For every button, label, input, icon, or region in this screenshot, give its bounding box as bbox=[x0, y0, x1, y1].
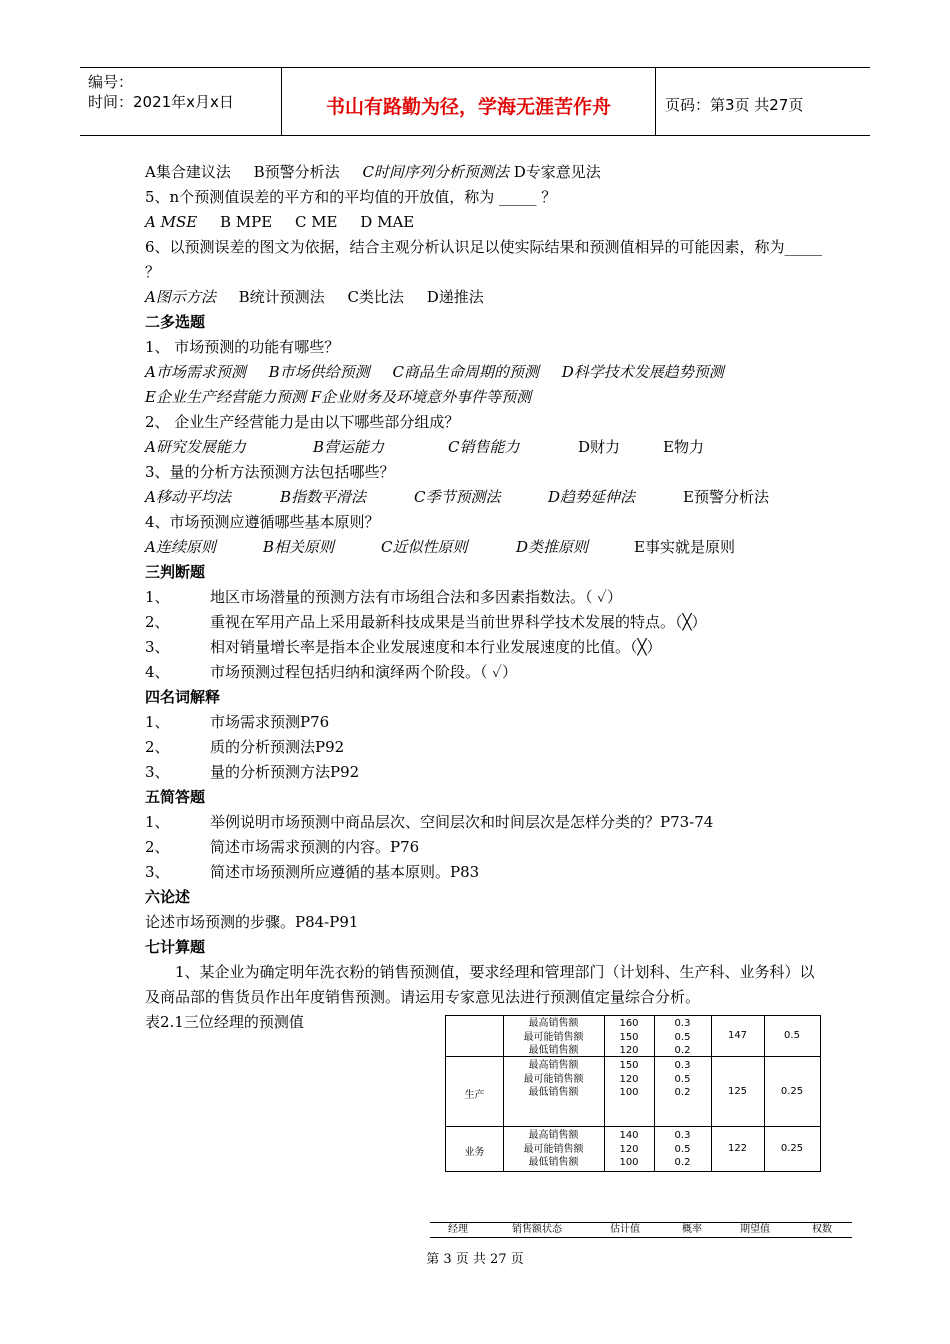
table-header-strip bbox=[430, 1222, 852, 1238]
option: B预警分析法 bbox=[253, 163, 340, 181]
time-label: 时间：2021年x月x日 bbox=[88, 93, 234, 111]
option: C ME bbox=[294, 213, 338, 231]
list-item: 2、 重视在军用产品上采用最新科技成果是当前世界科学技术发展的特点。（╳） bbox=[145, 613, 707, 631]
list-item: 3、 简述市场预测所应遵循的基本原则。P83 bbox=[145, 863, 480, 881]
table-cell: 150 120 100 bbox=[619, 1060, 639, 1098]
question-text: 5、n个预测值误差的平方和的平均值的开放值，称为 _____ ？ bbox=[145, 188, 557, 206]
question-options bbox=[145, 485, 825, 510]
header-divider bbox=[655, 67, 656, 135]
table-cell: 业务 bbox=[464, 1147, 485, 1158]
table-cell: 140 120 100 bbox=[619, 1130, 639, 1168]
table-cell: 0.3 0.5 0.2 bbox=[674, 1018, 691, 1056]
option: D趋势延伸法 bbox=[548, 488, 636, 506]
question-text: 3、量的分析方法预测方法包括哪些？ bbox=[145, 463, 395, 481]
list-item: 2、 简述市场需求预测的内容。P76 bbox=[145, 838, 420, 856]
header-top-rule bbox=[80, 67, 870, 68]
option: B相关原则 bbox=[263, 538, 335, 556]
column-header: 估计值 bbox=[610, 1224, 640, 1235]
column-header: 权数 bbox=[812, 1224, 832, 1235]
option: B市场供给预测 bbox=[268, 363, 370, 381]
question-text: 2、 企业生产经营能力是由以下哪些部分组成？ bbox=[145, 413, 460, 431]
option: B MPE bbox=[219, 213, 273, 231]
list-item: 1、 市场需求预测P76 bbox=[145, 713, 330, 731]
table-cell: 147 bbox=[727, 1030, 748, 1041]
option: A图示方法 bbox=[145, 288, 216, 306]
column-header: 销售额状态 bbox=[512, 1224, 562, 1235]
section-heading: 二多选题 bbox=[145, 313, 206, 331]
list-item: 1、 地区市场潜量的预测方法有市场组合法和多因素指数法。（ ✓） bbox=[145, 588, 622, 606]
list-item: 2、 质的分析预测法P92 bbox=[145, 738, 345, 756]
question-options bbox=[145, 385, 825, 410]
list-item: 3、 量的分析预测方法P92 bbox=[145, 763, 360, 781]
section-heading: 五简答题 bbox=[145, 788, 206, 806]
option: A市场需求预测 bbox=[145, 363, 246, 381]
header-page-label: 页码：第3页 共27页 bbox=[665, 96, 804, 114]
section-heading: 三判断题 bbox=[145, 563, 206, 581]
option: A连续原则 bbox=[145, 538, 216, 556]
list-item: 3、 相对销量增长率是指本企业发展速度和本行业发展速度的比值。（╳） bbox=[145, 638, 662, 656]
option: E企业生产经营能力预测 bbox=[145, 388, 306, 406]
table-caption: 表2.1三位经理的预测值 bbox=[145, 1013, 304, 1031]
paragraph: 1、某企业为确定明年洗衣粉的销售预测值，要求经理和管理部门（计划科、生产科、业务科）以及商品部的售货员作出年度销售预测。请运用专家意见法进行预测值定量综合分析。 bbox=[145, 963, 815, 1006]
option: A MSE bbox=[145, 213, 198, 231]
question-options bbox=[145, 210, 825, 235]
option: A研究发展能力 bbox=[145, 438, 246, 456]
option: B指数平滑法 bbox=[280, 488, 367, 506]
option: C类比法 bbox=[347, 288, 404, 306]
forecast-table bbox=[445, 1015, 821, 1172]
question-text: 4、市场预测应遵循哪些基本原则？ bbox=[145, 513, 380, 531]
table-cell: 最高销售额 最可能销售额 最低销售额 bbox=[523, 1130, 584, 1168]
table-cell: 122 bbox=[727, 1143, 748, 1154]
column-header: 经理 bbox=[448, 1224, 468, 1235]
question-options bbox=[145, 160, 825, 185]
option: D财力 bbox=[578, 438, 621, 456]
table-cell: 最高销售额 最可能销售额 最低销售额 bbox=[523, 1018, 584, 1056]
question-options bbox=[145, 360, 825, 385]
option: D科学技术发展趋势预测 bbox=[561, 363, 724, 381]
option: C时间序列分析预测法 bbox=[362, 163, 509, 181]
option: D专家意见法 bbox=[513, 163, 601, 181]
section-heading: 七计算题 bbox=[145, 938, 206, 956]
table-cell: 160 150 120 bbox=[619, 1018, 639, 1056]
list-item: 1、 举例说明市场预测中商品层次、空间层次和时间层次是怎样分类的？P73-74 bbox=[145, 813, 714, 831]
option: E事实就是原则 bbox=[634, 538, 735, 556]
page-footer: 第 3 页 共 27 页 bbox=[426, 1252, 524, 1267]
header-meta bbox=[88, 72, 234, 112]
option: C商品生命周期的预测 bbox=[392, 363, 539, 381]
section-heading: 六论述 bbox=[145, 888, 191, 906]
question-options bbox=[145, 435, 825, 460]
paragraph: 论述市场预测的步骤。P84-P91 bbox=[145, 913, 359, 931]
question-text: 6、以预测误差的图文为依据，结合主观分析认识足以使实际结果和预测值相异的可能因素，称为_____ ？ bbox=[145, 238, 823, 281]
table-cell: 0.25 bbox=[780, 1086, 804, 1097]
option: C近似性原则 bbox=[381, 538, 468, 556]
option: A集合建议法 bbox=[145, 163, 231, 181]
column-header: 期望值 bbox=[740, 1224, 770, 1235]
question-text: 1、 市场预测的功能有哪些？ bbox=[145, 338, 340, 356]
column-header: 概率 bbox=[682, 1224, 702, 1235]
option: C季节预测法 bbox=[414, 488, 501, 506]
table-cell: 生产 bbox=[464, 1090, 485, 1101]
table-cell: 125 bbox=[727, 1086, 748, 1097]
list-item: 4、 市场预测过程包括归纳和演绎两个阶段。（ ✓） bbox=[145, 663, 517, 681]
option: D递推法 bbox=[426, 288, 484, 306]
table-cell: 0.3 0.5 0.2 bbox=[674, 1060, 691, 1098]
table-cell: 最高销售额 最可能销售额 最低销售额 bbox=[523, 1060, 584, 1098]
option: F企业财务及环境意外事件等预测 bbox=[310, 388, 532, 406]
option: C销售能力 bbox=[448, 438, 520, 456]
table-cell: 0.3 0.5 0.2 bbox=[674, 1130, 691, 1168]
option: E预警分析法 bbox=[683, 488, 769, 506]
document-body bbox=[145, 160, 825, 1035]
number-label: 编号： bbox=[88, 73, 134, 91]
question-options bbox=[145, 285, 825, 310]
option: D MAE bbox=[360, 213, 415, 231]
table-cell: 0.25 bbox=[780, 1143, 804, 1154]
header-motto: 书山有路勤为径，学海无涯苦作舟 bbox=[325, 96, 611, 118]
option: A移动平均法 bbox=[145, 488, 231, 506]
option: B统计预测法 bbox=[238, 288, 325, 306]
option: D类推原则 bbox=[516, 538, 589, 556]
question-options bbox=[145, 535, 825, 560]
header-bottom-rule bbox=[80, 135, 870, 136]
option: B营运能力 bbox=[313, 438, 385, 456]
table-cell: 0.5 bbox=[784, 1030, 800, 1041]
option: E物力 bbox=[663, 438, 704, 456]
section-heading: 四名词解释 bbox=[145, 688, 221, 706]
